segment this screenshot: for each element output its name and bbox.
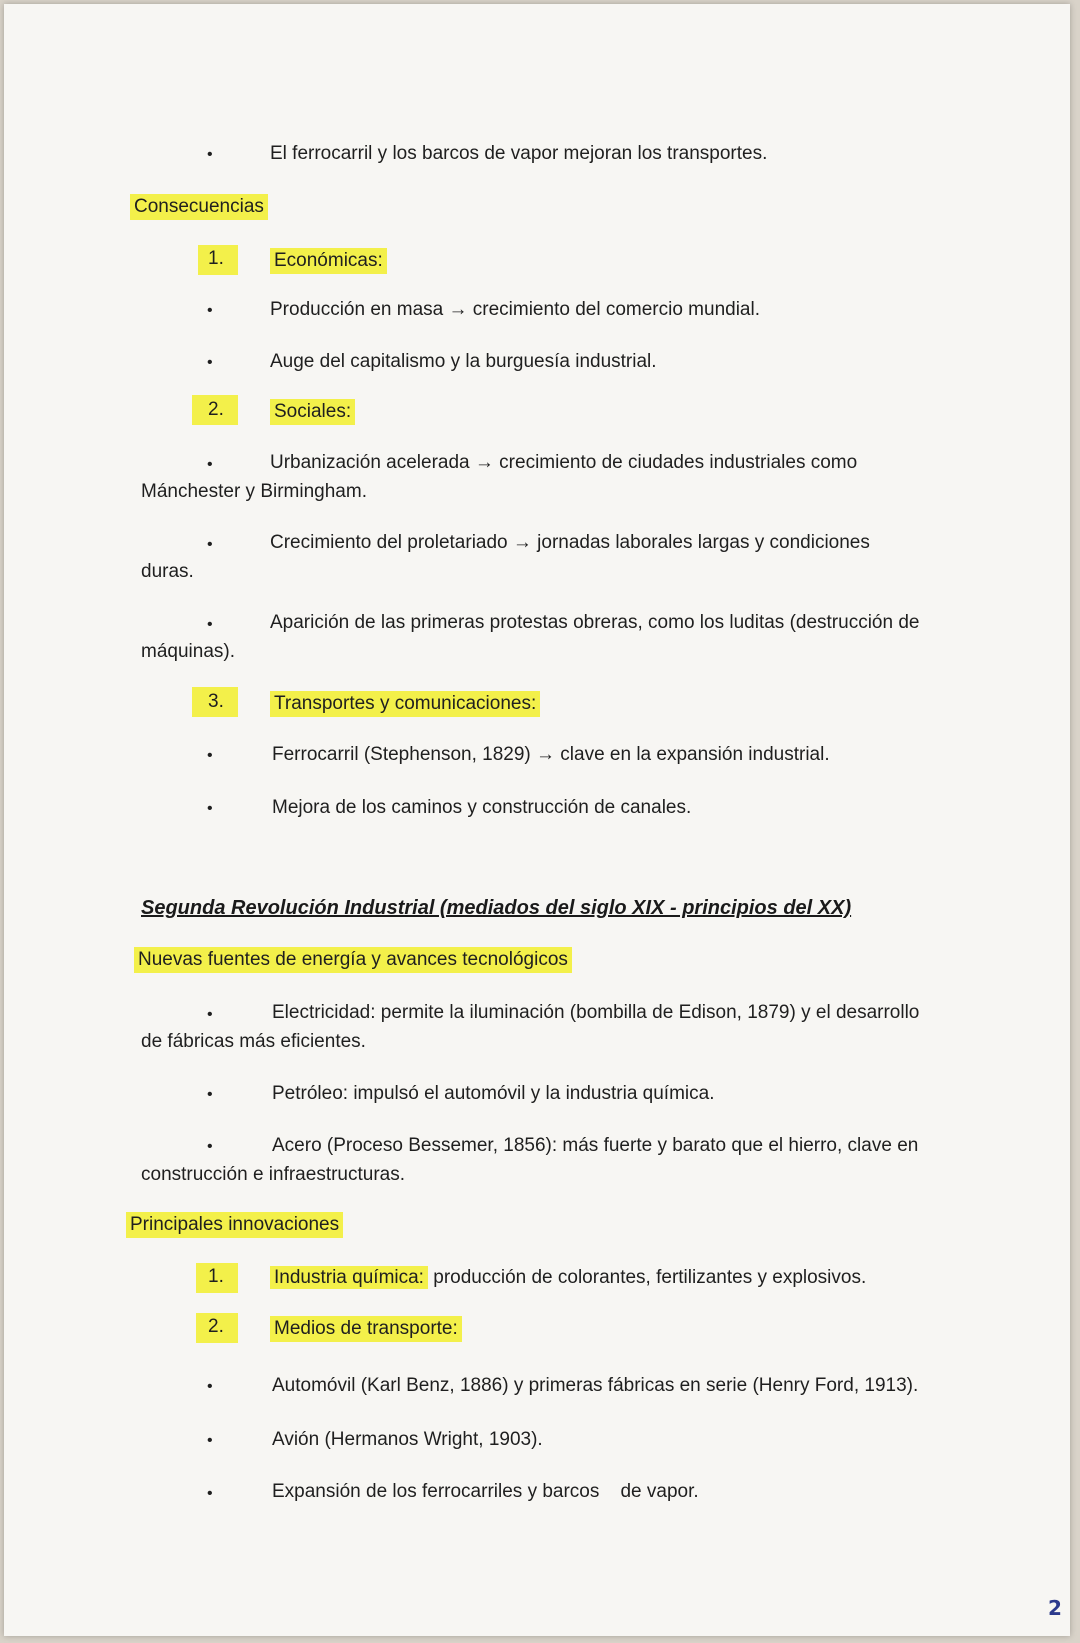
bullet-text-continuation: de fábricas más eficientes. (141, 1031, 366, 1052)
consequences-label: Consecuencias (130, 194, 268, 220)
innovation-title: Industria química: (270, 1266, 428, 1289)
bullet-text-continuation: Mánchester y Birmingham. (141, 481, 367, 502)
bullet-dot: • (207, 354, 213, 371)
bullet-text: Ferrocarril (Stephenson, 1829) → clave en la expansión industrial. (272, 744, 830, 765)
bullet-dot: • (207, 146, 213, 163)
bullet-text: Petróleo: impulsó el automóvil y la industria química. (272, 1083, 715, 1104)
section-heading: Segunda Revolución Industrial (mediados del siglo XIX - principios del XX) (141, 897, 852, 919)
energy-label: Nuevas fuentes de energía y avances tecnológicos (134, 947, 572, 973)
bullet-dot: • (207, 1138, 213, 1155)
item-title-transportes: Transportes y comunicaciones: (270, 691, 540, 717)
item-title-economicas: Económicas: (270, 248, 387, 274)
innovation-title: Medios de transporte: (270, 1316, 462, 1342)
innovation-rest: producción de colorantes, fertilizantes y explosivos. (427, 1267, 867, 1288)
page-number: 2 (1048, 1596, 1062, 1620)
bullet-dot: • (207, 1086, 213, 1103)
bullet-text: Urbanización acelerada → crecimiento de ciudades industriales como (270, 452, 858, 473)
bullet-dot: • (207, 800, 213, 817)
bullet-text: Acero (Proceso Bessemer, 1856): más fuerte y barato que el hierro, clave en (272, 1135, 919, 1156)
item-number: 1. (208, 1266, 224, 1287)
bullet-dot: • (207, 302, 213, 319)
item-number: 2. (208, 1316, 224, 1337)
item-number: 1. (208, 248, 224, 269)
document-page (4, 4, 1070, 1636)
bullet-text: Producción en masa → crecimiento del comercio mundial. (270, 299, 760, 320)
bullet-dot: • (207, 747, 213, 764)
bullet-text-continuation: construcción e infraestructuras. (141, 1164, 406, 1185)
bullet-text-continuation: duras. (141, 561, 194, 582)
item-number: 3. (208, 691, 224, 712)
bullet-text: Expansión de los ferrocarriles y barcos de vapor. (272, 1481, 699, 1502)
bullet-dot: • (207, 1432, 213, 1449)
bullet-dot: • (207, 616, 213, 633)
bullet-dot: • (207, 1378, 213, 1395)
bullet-text: Avión (Hermanos Wright, 1903). (272, 1429, 543, 1450)
innovation-line (270, 1266, 866, 1290)
bullet-dot: • (207, 536, 213, 553)
bullet-text: Mejora de los caminos y construcción de canales. (272, 797, 692, 818)
bullet-text: Aparición de las primeras protestas obreras, como los luditas (destrucción de (270, 612, 920, 633)
bullet-text: Electricidad: permite la iluminación (bombilla de Edison, 1879) y el desarrollo (272, 1002, 920, 1023)
item-number: 2. (208, 399, 224, 420)
bullet-text: Automóvil (Karl Benz, 1886) y primeras fábricas en serie (Henry Ford, 1913). (272, 1375, 919, 1396)
bullet-dot: • (207, 1485, 213, 1502)
bullet-dot: • (207, 1006, 213, 1023)
bullet-dot: • (207, 456, 213, 473)
bullet-text-continuation: máquinas). (141, 641, 235, 662)
bullet-text: Crecimiento del proletariado → jornadas laborales largas y condiciones (270, 532, 870, 553)
item-title-sociales: Sociales: (270, 399, 355, 425)
innovations-label: Principales innovaciones (126, 1212, 343, 1238)
bullet-text: Auge del capitalismo y la burguesía industrial. (270, 351, 657, 372)
intro-bullet-text: El ferrocarril y los barcos de vapor mejoran los transportes. (270, 143, 768, 164)
